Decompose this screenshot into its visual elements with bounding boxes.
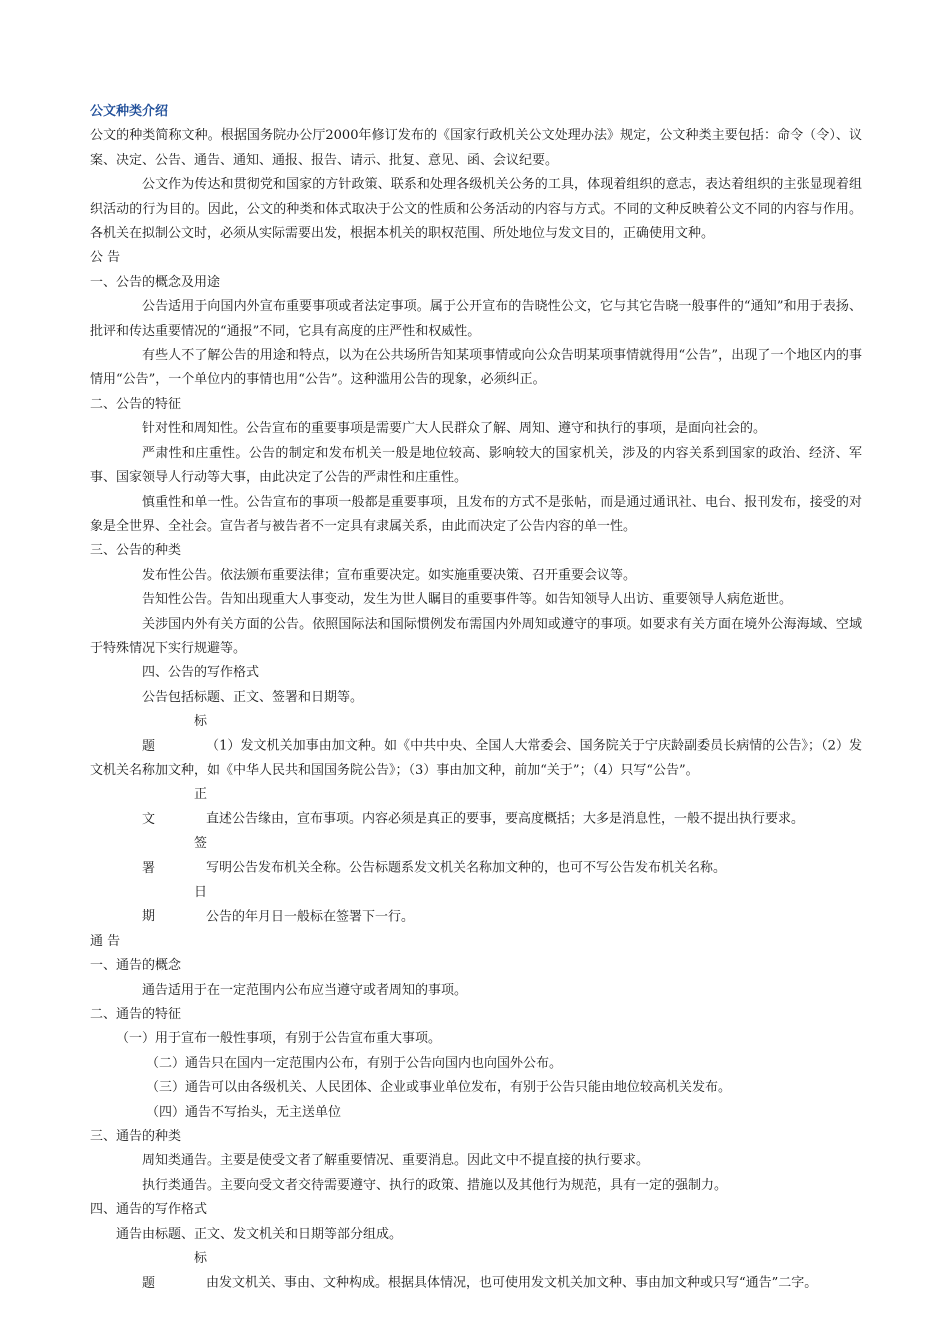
tonggao-paragraph: 执行类通告。主要向受文者交待需要遵守、执行的政策、措施以及其他行为规范，具有一定的强制力。 [142,1177,728,1193]
gonggao-paragraph: 针对性和周知性。公告宣布的重要事项是需要广大人民群众了解、周知、遵守和执行的事项，是面向社会的。 [142,421,767,437]
format-text: 写明公告发布机关全称。公告标题系发文机关名称加文种的，也可不写公告发布机关名称。 [206,860,727,876]
gonggao-paragraph: 公告包括标题、正文、签署和日期等。 [142,689,364,705]
tonggao-subheading-2: 二、通告的特征 [90,1007,182,1023]
format-text: 公告的年月日一般标在签署下一行。 [206,909,415,925]
gonggao-paragraph: 有些人不了解公告的用途和特点，以为在公共场所告知某项事情或向公众告明某项事情就得用“公告”，出现了一个地区内的事情用“公告”，一个单位内的事情也用“公告”。这种滥用公告的现象，必须纠正。 [90,348,862,388]
gonggao-subheading-4: 四、公告的写作格式 [142,665,260,681]
tonggao-subheading-3: 三、通告的种类 [90,1129,182,1145]
format-label: 正文 [142,787,208,827]
format-label: 标题 [142,1251,208,1291]
intro-paragraph-2: 公文作为传达和贯彻党和国家的方针政策、联系和处理各级机关公务的工具，体现着组织的意志，表达着组织的主张显现着组织活动的行为目的。因此，公文的种类和体式取决于公文的性质和公务活动的内容与方式。不同的文种反映着公文不同的内容与作用。各机关在拟制公文时，必须从实际需要出发，根据本机关的职权范围、所处地位与发文目的，正确使用文种。 [90,177,862,242]
tonggao-subheading-1: 一、通告的概念 [90,958,182,974]
gonggao-paragraph: 发布性公告。依法颁布重要法律；宣布重要决定。如实施重要决策、召开重要会议等。 [142,567,637,583]
gonggao-format-body [90,783,862,832]
section-heading-gonggao: 公 告 [90,250,121,266]
format-text: 直述公告缘由，宣布事项。内容必须是真正的要事，要高度概括；大多是消息性，一般不提出执行要求。 [206,811,805,827]
gonggao-paragraph: 公告适用于向国内外宣布重要事项或者法定事项。属于公开宣布的告晓性公文，它与其它告晓一般事件的“通知”和用于表扬、批评和传达重要情况的“通报”不同，它具有高度的庄严性和权威性。 [90,299,862,339]
tonggao-paragraph: 通告由标题、正文、发文机关和日期等部分组成。 [116,1226,403,1242]
gonggao-paragraph: 关涉国内外有关方面的公告。依照国际法和国际惯例发布需国内外周知或遵守的事项。如要求有关方面在境外公海海域、空域于特殊情况下实行规避等。 [90,616,862,656]
gonggao-format-date [90,881,862,930]
gonggao-paragraph: 告知性公告。告知出现重大人事变动，发生为世人瞩目的重要事件等。如告知领导人出访、重要领导人病危逝世。 [142,592,793,608]
format-label: 标题 [142,714,208,754]
intro-paragraph-1: 公文的种类简称文种。根据国务院办公厅2000年修订发布的《国家行政机关公文处理办法》规定，公文种类主要包括：命令（令）、议案、决定、公告、通告、通知、通报、报告、请示、批复、意见、函、会议纪要。 [90,128,862,168]
document-title: 公文种类介绍 [90,104,169,119]
section-heading-tonggao: 通 告 [90,933,121,949]
gonggao-subheading-3: 三、公告的种类 [90,543,182,559]
tonggao-subheading-4: 四、通告的写作格式 [90,1202,208,1218]
tonggao-list-item: （四）通告不写抬头，无主送单位 [146,1104,342,1120]
format-text: 由发文机关、事由、文种构成。根据具体情况，也可使用发文机关加文种、事由加文种或只写“通告”二字。 [206,1275,818,1291]
format-label: 日期 [142,885,208,925]
tonggao-paragraph: 通告适用于在一定范围内公布应当遵守或者周知的事项。 [142,982,468,998]
gonggao-subheading-2: 二、公告的特征 [90,396,182,412]
tonggao-paragraph: 周知类通告。主要是使受文者了解重要情况、重要消息。因此文中不提直接的执行要求。 [142,1153,650,1169]
gonggao-format-sign [90,832,862,881]
tonggao-list-item: （一）用于宣布一般性事项，有别于公告宣布重大事项。 [116,1031,442,1047]
document-page [90,100,862,1296]
gonggao-paragraph: 严肃性和庄重性。公告的制定和发布机关一般是地位较高、影响较大的国家机关，涉及的内容关系到国家的政治、经济、军事、国家领导人行动等大事，由此决定了公告的严肃性和庄重性。 [90,445,862,486]
tonggao-list-item: （三）通告可以由各级机关、人民团体、企业或事业单位发布，有别于公告只能由地位较高机关发布。 [146,1080,732,1096]
format-label: 签署 [142,836,208,876]
tonggao-format-title [90,1247,862,1296]
format-text: （1）发文机关加事由加文种。如《中共中央、全国人大常委会、国务院关于宁庆龄副委员长病情的公告》；（2）发文机关名称加文种，如《中华人民共和国国务院公告》；（3）事由加文种，前加“关于”；（4）只写“公告”。 [90,738,862,778]
gonggao-format-title [90,710,862,783]
tonggao-list-item: （二）通告只在国内一定范围内公布，有别于公告向国内也向国外公布。 [146,1055,563,1071]
gonggao-subheading-1: 一、公告的概念及用途 [90,274,221,290]
gonggao-paragraph: 慎重性和单一性。公告宣布的事项一般都是重要事项，且发布的方式不是张帖，而是通过通讯社、电台、报刊发布，接受的对象是全世界、全社会。宣告者与被告者不一定具有隶属关系，由此而决定了公告内容的单一性。 [90,494,862,534]
